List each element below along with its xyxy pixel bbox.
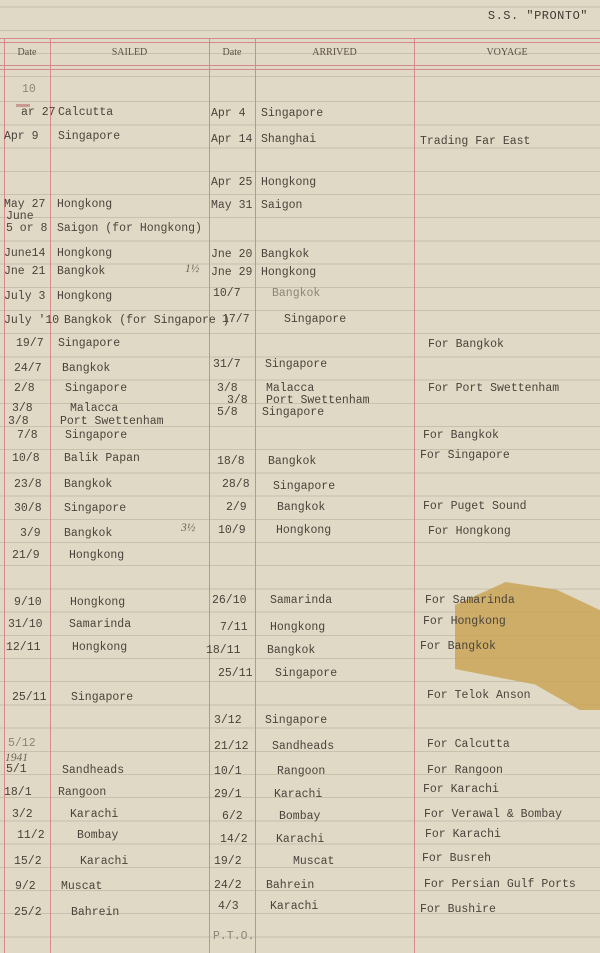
ledger-cell: Calcutta [58,106,114,119]
ledger-cell: 10/8 [12,452,40,465]
ledger-cell: Bahrein [266,879,315,892]
ledger-cell: 30/8 [14,502,42,515]
column-rule [255,38,256,953]
header-date-sailed: Date [17,47,37,58]
ledger-cell: 9/2 [15,880,36,893]
ledger-cell: Bangkok [268,455,317,468]
ledger-cell: For Rangoon [427,764,503,777]
ledger-cell: For Puget Sound [423,500,527,513]
ledger-cell: 24/7 [14,362,42,375]
ledger-cell: 19/2 [214,855,242,868]
ledger-cell: Hongkong [69,549,125,562]
ledger-cell: 18/11 [206,644,241,657]
ledger-cell: Malacca [266,382,315,395]
ledger-cell: ar 27 [21,106,56,119]
ledger-cell: Singapore [265,714,328,727]
ledger-cell: Jne 20 [211,248,253,261]
ledger-cell: For Bangkok [423,429,499,442]
ledger-cell: Rangoon [58,786,107,799]
ledger-cell: Hongkong [276,524,332,537]
ledger-cell: 5/12 [8,737,36,750]
ledger-cell: Hongkong [57,198,113,211]
ledger-cell: For Singapore [420,449,510,462]
ledger-cell: Apr 9 [4,130,39,143]
ledger-cell: 10/1 [214,765,242,778]
ledger-cell: Singapore [58,337,121,350]
ledger-cell: 5/8 [217,406,238,419]
ledger-cell: June14 [4,247,46,260]
ledger-cell: 12/11 [6,641,41,654]
ledger-cell: 25/2 [14,906,42,919]
ledger-cell: 9/10 [14,596,42,609]
ledger-cell: 24/2 [214,879,242,892]
ledger-cell: Apr 4 [211,107,246,120]
ledger-cell: 3½ [181,522,196,534]
ledger-cell: 3/8 [8,415,29,428]
column-rule [209,38,210,953]
ledger-cell: Shanghai [261,133,317,146]
ledger-cell: 18/1 [4,786,32,799]
ledger-cell: 3/8 [227,394,248,407]
ledger-cell: Jne 29 [211,266,253,279]
ledger-cell: Hongkong [270,621,326,634]
ledger-cell: June [6,210,34,223]
ledger-cell: July 3 [4,290,46,303]
ledger-cell: 3/12 [214,714,242,727]
ledger-cell: For Bangkok [420,640,496,653]
ledger-cell: 19/7 [16,337,44,350]
ledger-cell: Muscat [61,880,103,893]
ledger-cell: For Persian Gulf Ports [424,878,576,891]
ledger-cell: 26/10 [212,594,247,607]
ledger-cell: Port Swettenham [60,415,164,428]
ledger-cell: Apr 14 [211,133,253,146]
ledger-cell: 10/7 [213,287,241,300]
ledger-cell: For Port Swettenham [428,382,560,395]
ledger-cell: Singapore [65,382,128,395]
ledger-cell: 31/10 [8,618,43,631]
ledger-cell: Bangkok [62,362,111,375]
ledger-cell: For Verawal & Bombay [424,808,563,821]
column-rule [414,38,415,953]
ledger-cell: July '10 [4,314,60,327]
header-voyage: VOYAGE [486,47,528,58]
ledger-cell: 11/2 [17,829,45,842]
ledger-cell: 28/8 [222,478,250,491]
ledger-cell: Saigon [261,199,303,212]
ledger-cell: Trading Far East [420,135,531,148]
ledger-cell: P.T.O. [213,930,255,943]
ledger-cell: 2/9 [226,501,247,514]
ledger-cell: Bangkok [57,265,106,278]
header-date-arrived: Date [222,47,242,58]
ledger-cell: Singapore [273,480,336,493]
ledger-cell: 29/1 [214,788,242,801]
ledger-cell: Muscat [293,855,335,868]
ledger-cell: 3/8 [217,382,238,395]
ledger-cell: Bangkok [277,501,326,514]
ledger-cell: 1941 [5,752,28,764]
ledger-cell: 3/8 [12,402,33,415]
ledger-cell: Karachi [70,808,119,821]
ledger-cell: 10 [22,83,36,96]
header-sailed: SAILED [111,47,148,58]
ledger-cell: Malacca [70,402,119,415]
ledger-cell: Singapore [64,502,127,515]
ledger-cell: Bombay [77,829,119,842]
ledger-cell: Singapore [71,691,134,704]
ledger-cell: Singapore [58,130,121,143]
ledger-cell: May 27 [4,198,46,211]
ledger-cell: 21/12 [214,740,249,753]
ledger-cell: For Bangkok [428,338,504,351]
ledger-cell: Bangkok [64,527,113,540]
ledger-cell: 23/8 [14,478,42,491]
ledger-cell: 7/11 [220,621,248,634]
ledger-cell: 10/9 [218,524,246,537]
ledger-cell: 5/1 [6,763,27,776]
column-rule [50,38,51,953]
ledger-cell: Karachi [80,855,129,868]
ledger-cell: Hongkong [72,641,128,654]
ledger-cell: For Busreh [422,852,492,865]
ledger-cell: Hongkong [57,247,113,260]
ledger-cell: Samarinda [270,594,333,607]
ledger-cell: Samarinda [69,618,132,631]
ledger-cell: 3/2 [12,808,33,821]
ledger-cell: For Hongkong [428,525,511,538]
ledger-cell: Singapore [261,107,324,120]
ledger-cell: Karachi [276,833,325,846]
ledger-cell: 17/7 [222,313,250,326]
ledger-cell: 18/8 [217,455,245,468]
ledger-cell: Bangkok (for Singapore ) [64,314,230,327]
ledger-cell: Bangkok [64,478,113,491]
ledger-cell: Karachi [270,900,319,913]
ledger-cell: 7/8 [17,429,38,442]
ledger-cell: For Telok Anson [427,689,531,702]
ledger-cell: Singapore [65,429,128,442]
ledger-cell: Singapore [262,406,325,419]
ledger-cell: 1½ [185,263,200,275]
ledger-cell: For Calcutta [427,738,510,751]
ledger-cell: 3/9 [20,527,41,540]
ledger-cell: For Bushire [420,903,496,916]
header-arrived: ARRIVED [312,47,357,58]
ledger-cell: Hongkong [261,176,317,189]
ledger-cell: 31/7 [213,358,241,371]
ledger-cell: Bahrein [71,906,120,919]
ledger-cell: 6/2 [222,810,243,823]
column-rule [4,38,5,953]
ledger-cell: Hongkong [70,596,126,609]
ledger-cell: 5 or 8 [6,222,48,235]
ledger-cell: For Hongkong [423,615,506,628]
ledger-cell: 15/2 [14,855,42,868]
ledger-cell: Singapore [275,667,338,680]
ledger-cell: Apr 25 [211,176,253,189]
ledger-cell: Bangkok [261,248,310,261]
ledger-cell: Bangkok [267,644,316,657]
ledger-cell: Bangkok [272,287,321,300]
ledger-cell: 4/3 [218,900,239,913]
ledger-cell: For Karachi [425,828,501,841]
ledger-cell: Karachi [274,788,323,801]
ledger-cell: Bombay [279,810,321,823]
ledger-cell: Hongkong [57,290,113,303]
ship-name: S.S. "PRONTO" [487,9,588,23]
ledger-cell: For Karachi [423,783,499,796]
ledger-cell: 25/11 [12,691,47,704]
ledger-cell: Saigon (for Hongkong) [57,222,202,235]
ledger-cell: For Samarinda [425,594,515,607]
ledger-cell: Balik Papan [64,452,140,465]
ledger-cell: Jne 21 [4,265,46,278]
ledger-cell: Sandheads [62,764,125,777]
ledger-cell: Hongkong [261,266,317,279]
ledger-cell: Rangoon [277,765,326,778]
ledger-cell: Port Swettenham [266,394,370,407]
ledger-cell: 21/9 [12,549,40,562]
ledger-cell: 25/11 [218,667,253,680]
ledger-cell: Singapore [265,358,328,371]
ledger-cell: Singapore [284,313,347,326]
ledger-cell: May 31 [211,199,253,212]
ledger-cell: 2/8 [14,382,35,395]
ledger-cell: Sandheads [272,740,335,753]
ledger-cell: 14/2 [220,833,248,846]
